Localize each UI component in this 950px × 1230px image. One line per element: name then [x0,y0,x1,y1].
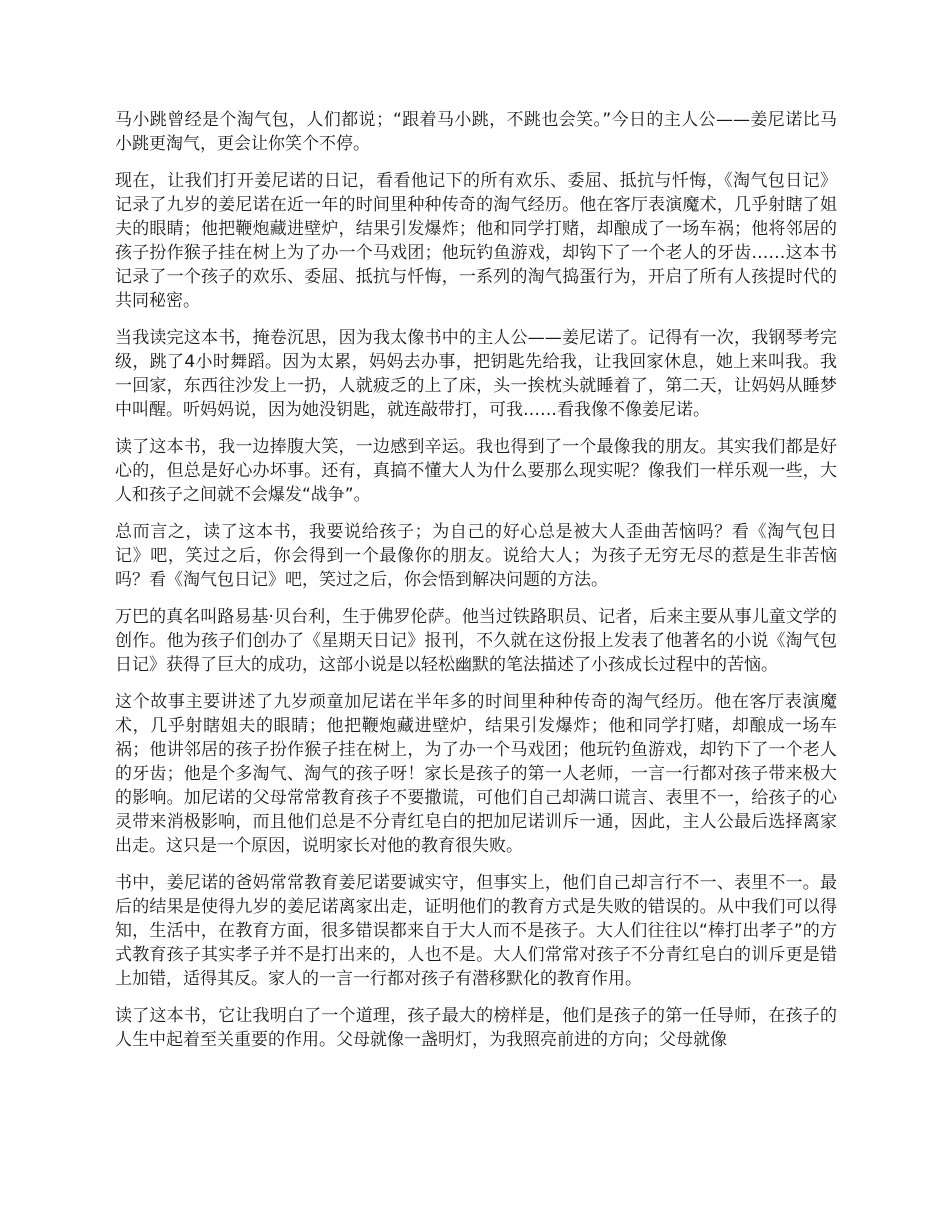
document-page [115,108,837,1065]
paragraph-5: 总而言之，读了这本书，我要说给孩子；为自己的好心总是被大人歪曲苦恼吗？看《淘气包日记》吧，笑过之后，你会得到一个最像你的朋友。说给大人；为孩子无穷无尽的惹是生非苦恼吗？看《淘气包日记》吧，笑过之后，你会悟到解决问题的方法。 [115,522,837,590]
paragraph-1: 马小跳曾经是个淘气包，人们都说；“跟着马小跳，不跳也会笑。”今日的主人公——姜尼诺比马小跳更淘气，更会让你笑个不停。 [115,110,837,154]
paragraph-7: 这个故事主要讲述了九岁顽童加尼诺在半年多的时间里种种传奇的淘气经历。他在客厅表演魔术，几乎射瞎姐夫的眼睛；他把鞭炮藏进壁炉，结果引发爆炸；他和同学打赌，却酿成一场车祸；他讲邻居的孩子扮作猴子挂在树上，为了办一个马戏团；他玩钓鱼游戏，却钓下了一个老人的牙齿；他是个多淘气、淘气的孩子呀！家长是孩子的第一人老师，一言一行都对孩子带来极大的影响。加尼诺的父母常常教育孩子不要撒谎，可他们自己却满口谎言、表里不一，给孩子的心灵带来消极影响，而且他们总是不分青红皂白的把加尼诺训斥一通，因此，主人公最后选择离家出走。这只是一个原因，说明家长对他的教育很失败。 [115,692,837,856]
paragraph-3: 当我读完这本书，掩卷沉思，因为我太像书中的主人公——姜尼诺了。记得有一次，我钢琴考完级，跳了4小时舞蹈。因为太累，妈妈去办事，把钥匙先给我，让我回家休息，她上来叫我。我一回家，东西往沙发上一扔，人就疲乏的上了床，头一挨枕头就睡着了，第二天，让妈妈从睡梦中叫醒。听妈妈说，因为她没钥匙，就连敲带打，可我……看我像不像姜尼诺。 [115,328,837,420]
paragraph-4: 读了这本书，我一边捧腹大笑，一边感到辛运。我也得到了一个最像我的朋友。其实我们都是好心的，但总是好心办坏事。还有，真搞不懂大人为什么要那么现实呢？像我们一样乐观一些，大人和孩子之间就不会爆发“战争”。 [115,437,837,505]
paragraph-6: 万巴的真名叫路易基·贝台利，生于佛罗伦萨。他当过铁路职员、记者，后来主要从事儿童文学的创作。他为孩子们创办了《星期天日记》报刊，不久就在这份报上发表了他著名的小说《淘气包日记》获得了巨大的成功，这部小说是以轻松幽默的笔法描述了小孩成长过程中的苦恼。 [115,607,837,675]
paragraph-8: 书中，姜尼诺的爸妈常常教育姜尼诺要诚实守，但事实上，他们自己却言行不一、表里不一。最后的结果是使得九岁的姜尼诺离家出走，证明他们的教育方式是失败的错误的。从中我们可以得知，生活中，在教育方面，很多错误都来自于大人而不是孩子。大人们往往以“棒打出孝子”的方式教育孩子其实孝子并不是打出来的，人也不是。大人们常常对孩子不分青红皂白的训斥更是错上加错，适得其反。家人的一言一行都对孩子有潜移默化的教育作用。 [115,873,837,989]
paragraph-9: 读了这本书，它让我明白了一个道理，孩子最大的榜样是，他们是孩子的第一任导师，在孩子的人生中起着至关重要的作用。父母就像一盏明灯，为我照亮前进的方向；父母就像 [115,1006,837,1050]
paragraph-2: 现在，让我们打开姜尼诺的日记，看看他记下的所有欢乐、委屈、抵抗与忏悔，《淘气包日记》记录了九岁的姜尼诺在近一年的时间里种种传奇的淘气经历。他在客厅表演魔术，几乎射瞎了姐夫的眼睛；他把鞭炮藏进壁炉，结果引发爆炸；他和同学打赌，却酿成了一场车祸；他将邻居的孩子扮作猴子挂在树上为了办一个马戏团；他玩钓鱼游戏，却钩下了一个老人的牙齿……这本书记录了一个孩子的欢乐、委屈、抵抗与忏悔，一系列的淘气捣蛋行为，开启了所有人孩提时代的共同秘密。 [115,171,837,311]
